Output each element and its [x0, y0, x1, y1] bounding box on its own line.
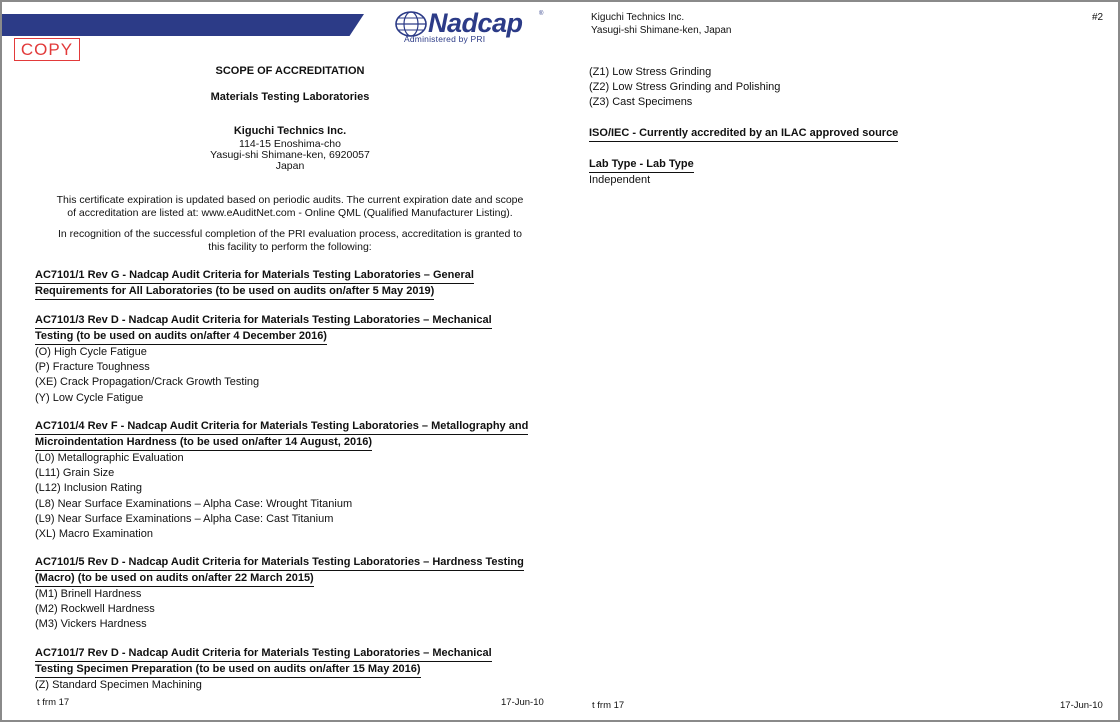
section-ac7101-4 — [35, 419, 555, 542]
section-ac7101-1 — [35, 268, 555, 300]
section-heading-line2: Testing Specimen Preparation (to be used on audits on/after 15 May 2016) — [35, 662, 421, 678]
list-item: (XL) Macro Examination — [35, 528, 153, 541]
nadcap-logo — [394, 8, 550, 48]
list-item: (XE) Crack Propagation/Crack Growth Testing — [35, 376, 260, 389]
section-heading-line2: (Macro) (to be used on audits on/after 22 March 2015) — [35, 571, 314, 587]
lab-type-heading: Lab Type - Lab Type — [589, 157, 694, 173]
header-band — [2, 14, 364, 36]
list-item: (L0) Metallographic Evaluation — [35, 452, 184, 464]
address-line1: 114-15 Enoshima-cho — [239, 138, 341, 150]
section-heading-line1: AC7101/4 Rev F - Nadcap Audit Criteria for Materials Testing Laboratories – Metallography and — [35, 419, 528, 435]
list-item: (L9) Near Surface Examinations – Alpha Case: Cast Titanium — [35, 512, 334, 525]
right-header-company: Kiguchi Technics Inc. — [591, 12, 685, 23]
list-item: (O) High Cycle Fatigue — [35, 346, 147, 358]
expiration-paragraph — [30, 194, 550, 219]
section-ac7101-5 — [35, 555, 555, 633]
right-header-location: Yasugi-shi Shimane-ken, Japan — [591, 25, 732, 36]
expiration-line2: of accreditation are listed at: www.eAuditNet.com - Online QML (Qualified Manufacturer Listing). — [67, 206, 513, 219]
section-ac7101-7 — [35, 646, 555, 693]
address-line3: Japan — [275, 160, 305, 172]
list-item: (P) Fracture Toughness — [35, 361, 150, 374]
recognition-line1: In recognition of the successful completion of the PRI evaluation process, accreditation is granted to — [57, 228, 522, 240]
section-heading-line1: AC7101/7 Rev D - Nadcap Audit Criteria for Materials Testing Laboratories – Mechanical — [35, 646, 492, 662]
list-item: (L12) Inclusion Rating — [35, 482, 143, 495]
list-item: (M3) Vickers Hardness — [35, 618, 147, 631]
logo-wordmark: Nadcap — [428, 8, 523, 38]
section-ac7101-3 — [35, 313, 555, 406]
section-heading-line2: Requirements for All Laboratories (to be used on audits on/after 5 May 2019) — [35, 284, 434, 300]
footer-date-right: 17-Jun-10 — [1060, 700, 1103, 711]
list-item: (L11) Grain Size — [35, 467, 115, 480]
footer-form-right: t frm 17 — [592, 700, 625, 711]
recognition-line2: this facility to perform the following: — [208, 240, 372, 253]
copy-stamp: COPY — [14, 38, 80, 61]
right-column — [589, 65, 1089, 188]
list-item: (M2) Rockwell Hardness — [35, 603, 155, 616]
logo-subtitle: Administered by PRI — [404, 34, 486, 44]
section-heading-line2: Microindentation Hardness (to be used on/after 14 August, 2016) — [35, 435, 372, 451]
page-number: #2 — [1092, 12, 1104, 23]
section-heading-line1: AC7101/5 Rev D - Nadcap Audit Criteria for Materials Testing Laboratories – Hardness Testing — [35, 555, 524, 571]
list-item: (Z) Standard Specimen Machining — [35, 679, 202, 691]
list-item: (Y) Low Cycle Fatigue — [35, 391, 144, 404]
list-item: (L8) Near Surface Examinations – Alpha Case: Wrought Titanium — [35, 497, 353, 510]
list-item: (Z3) Cast Specimens — [589, 96, 693, 109]
footer-form-left: t frm 17 — [37, 697, 70, 708]
section-heading-line1: AC7101/1 Rev G - Nadcap Audit Criteria for Materials Testing Laboratories – General — [35, 268, 474, 284]
section-heading-line2: Testing (to be used on audits on/after 4 December 2016) — [35, 329, 327, 345]
lab-type-value: Independent — [589, 173, 651, 186]
page-subtitle: Materials Testing Laboratories — [210, 91, 370, 103]
section-heading-line1: AC7101/3 Rev D - Nadcap Audit Criteria for Materials Testing Laboratories – Mechanical — [35, 313, 492, 329]
list-item: (Z2) Low Stress Grinding and Polishing — [589, 81, 781, 94]
list-item: (Z1) Low Stress Grinding — [589, 66, 712, 78]
address-name: Kiguchi Technics Inc. — [233, 125, 347, 137]
footer-date-left: 17-Jun-10 — [501, 697, 544, 708]
expiration-line1: This certificate expiration is updated based on periodic audits. The current expiration date and scope — [56, 194, 524, 206]
list-item: (M1) Brinell Hardness — [35, 588, 142, 600]
address-line2: Yasugi-shi Shimane-ken, 6920057 — [210, 149, 370, 161]
recognition-paragraph — [30, 228, 550, 253]
iso-heading: ISO/IEC - Currently accredited by an ILAC approved source — [589, 126, 898, 142]
page-title: SCOPE OF ACCREDITATION — [215, 65, 365, 77]
logo-trademark: ® — [539, 11, 544, 17]
